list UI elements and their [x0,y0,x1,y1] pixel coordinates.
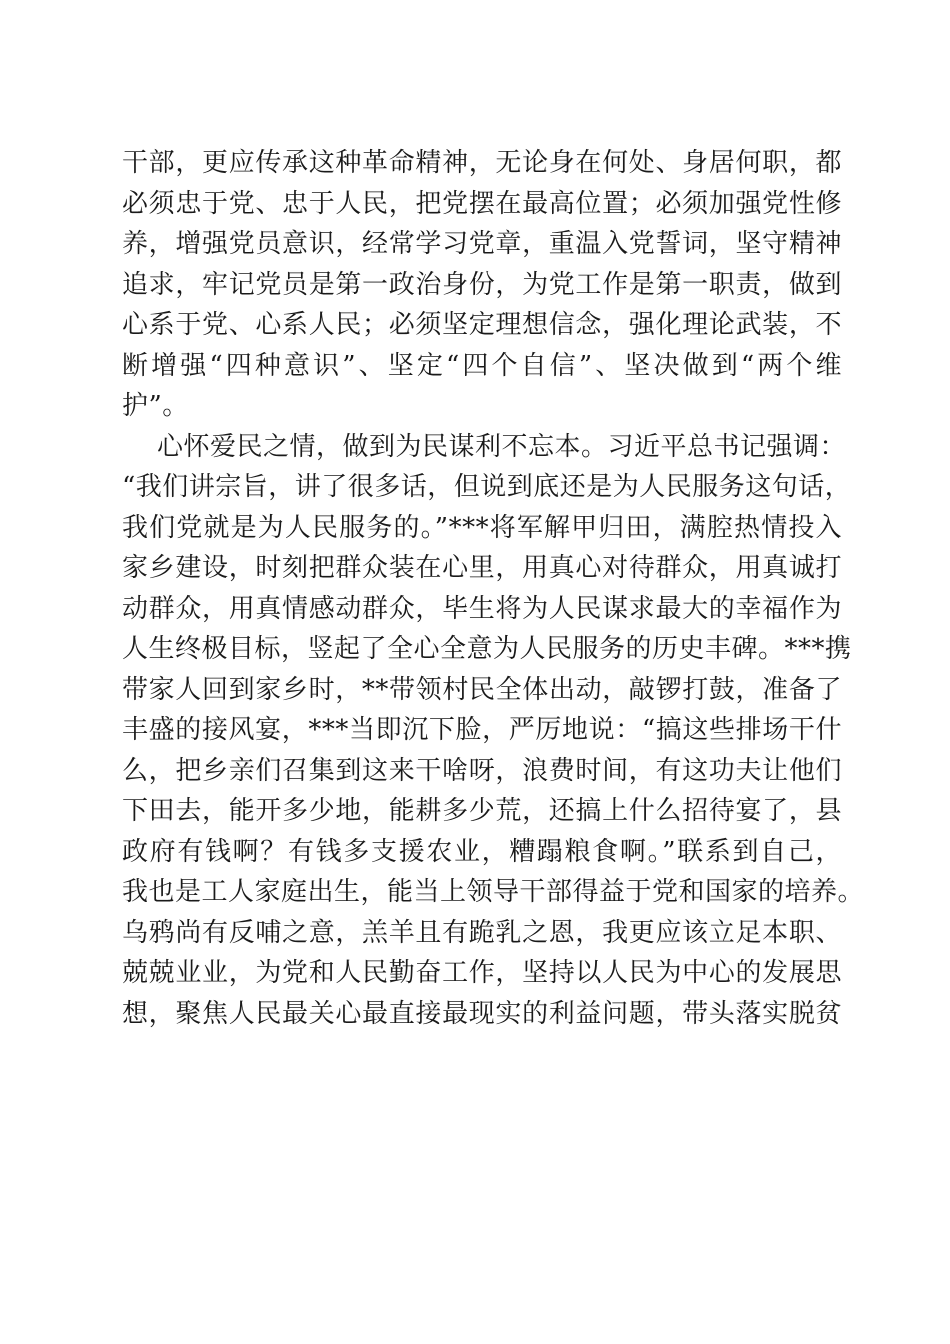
text-line: 家乡建设，时刻把群众装在心里，用真心对待群众，用真诚打 [122,553,842,583]
text-line: 养，增强党员意识，经常学习党章，重温入党誓词，坚守精神 [122,229,842,259]
text-line: 丰盛的接风宴，***当即沉下脸，严厉地说：“搞这些排场干什 [122,715,842,745]
text-line: 兢兢业业，为党和人民勤奋工作，坚持以人民为中心的发展思 [122,958,842,988]
text-line: 乌鸦尚有反哺之意，羔羊且有跪乳之恩，我更应该立足本职、 [122,917,842,948]
text-line: 么，把乡亲们召集到这来干啥呀，浪费时间，有这功夫让他们 [122,755,842,786]
text-line: 护”。 [122,391,189,421]
text-line: 心怀爱民之情，做到为民谋利不忘本。习近平总书记强调： [157,431,847,462]
text-line: 干部，更应传承这种革命精神，无论身在何处、身居何职，都 [122,148,842,178]
text-line: 必须忠于党、忠于人民，把党摆在最高位置；必须加强党性修 [122,188,842,219]
paragraph-2 [122,427,865,1035]
text-line: 我也是工人家庭出生，能当上领导干部得益于党和国家的培养。 [122,877,865,907]
text-line: 下田去，能开多少地，能耕多少荒，还搞上什么招待宴了，县 [122,796,842,826]
text-line: 我们党就是为人民服务的。”***将军解甲归田，满腔热情投入 [122,512,842,543]
text-line: 断增强“四种意识”、坚定“四个自信”、坚决做到“两个维 [122,350,842,381]
text-line: “我们讲宗旨，讲了很多话，但说到底还是为人民服务这句话， [122,472,852,502]
body-text [122,143,865,1034]
paragraph-1 [122,143,842,427]
text-line: 人生终极目标，竖起了全心全意为人民服务的历史丰碑。***携 [122,634,852,664]
text-line: 想，聚焦人民最关心最直接最现实的利益问题，带头落实脱贫 [122,998,842,1029]
text-line: 心系于党、心系人民；必须坚定理想信念，强化理论武装，不 [122,310,842,340]
text-line: 政府有钱啊？有钱多支援农业，糟蹋粮食啊。”联系到自己， [122,836,842,867]
text-line: 追求，牢记党员是第一政治身份，为党工作是第一职责，做到 [122,269,842,300]
text-line: 动群众，用真情感动群众，毕生将为人民谋求最大的幸福作为 [122,593,842,624]
text-line: 带家人回到家乡时，**带领村民全体出动，敲锣打鼓，准备了 [122,674,842,705]
